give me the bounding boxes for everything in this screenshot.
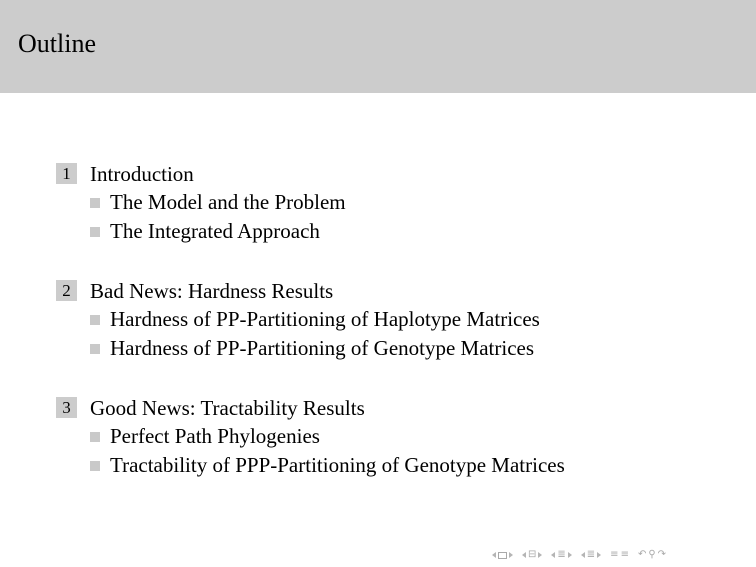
square-bullet-icon [90,432,100,442]
next-arrow-icon[interactable] [568,552,572,558]
prev-arrow-icon[interactable] [581,552,585,558]
square-bullet-icon [90,344,100,354]
prev-arrow-icon[interactable] [551,552,555,558]
toc-subsection-row[interactable] [56,334,736,363]
next-arrow-icon[interactable] [597,552,601,558]
next-arrow-icon[interactable] [538,552,542,558]
subsection-title[interactable]: Tractability of PPP-Partitioning of Genotype Matrices [110,452,565,477]
presentation-icon: ≣ [586,549,596,560]
section-title[interactable]: Bad News: Hardness Results [90,279,334,303]
next-arrow-icon[interactable] [509,552,513,558]
align-right-icon[interactable]: ≡ [620,549,629,560]
toc-section-1[interactable] [56,160,736,245]
toc-section-2[interactable] [56,277,736,362]
subsection-title[interactable]: The Model and the Problem [110,190,346,214]
toc-subsection-row[interactable] [56,188,736,217]
section-title[interactable]: Introduction [90,162,194,186]
prev-arrow-icon[interactable] [522,552,526,558]
subsection-title[interactable]: Perfect Path Phylogenies [110,424,320,448]
toc-subsection-row[interactable] [56,305,736,334]
frame-icon [498,552,507,559]
beamer-navigation-bar [492,547,666,563]
toc-section-3[interactable] [56,394,736,479]
section-number-badge: 3 [56,397,77,418]
toc-subsection-row[interactable] [56,217,736,246]
appendix-nav-icon[interactable] [610,547,629,563]
page-title: Outline [18,29,96,58]
frame-nav-icon[interactable] [492,552,513,559]
subsection-icon: ⊟ [528,549,537,560]
toc-section-row[interactable] [56,160,736,188]
presentation-nav-icon[interactable] [581,547,601,563]
subsection-title[interactable]: Hardness of PP-Partitioning of Haplotype Matrices [110,307,540,331]
subsection-nav-icon[interactable] [522,547,542,563]
redo-icon[interactable]: ↷ [657,549,667,560]
square-bullet-icon [90,227,100,237]
section-nav-icon[interactable] [551,547,571,563]
search-controls [638,547,666,563]
toc-section-row[interactable] [56,394,736,422]
toc-subsection-row[interactable] [56,451,736,480]
toc-subsection-row[interactable] [56,422,736,451]
section-number-badge: 2 [56,280,77,301]
section-title[interactable]: Good News: Tractability Results [90,396,365,420]
square-bullet-icon [90,315,100,325]
prev-arrow-icon[interactable] [492,552,496,558]
subsection-title[interactable]: Hardness of PP-Partitioning of Genotype Matrices [110,335,535,360]
section-number-badge: 1 [56,163,77,184]
square-bullet-icon [90,198,100,208]
toc-section-row[interactable] [56,277,736,305]
square-bullet-icon [90,461,100,471]
search-icon[interactable]: ⚲ [648,549,656,560]
subsection-title[interactable]: The Integrated Approach [110,218,320,243]
section-icon: ≣ [557,549,566,560]
align-left-icon[interactable]: ≡ [610,549,619,560]
back-search-icon[interactable]: ↶ [637,549,647,560]
frame-header [0,0,756,93]
